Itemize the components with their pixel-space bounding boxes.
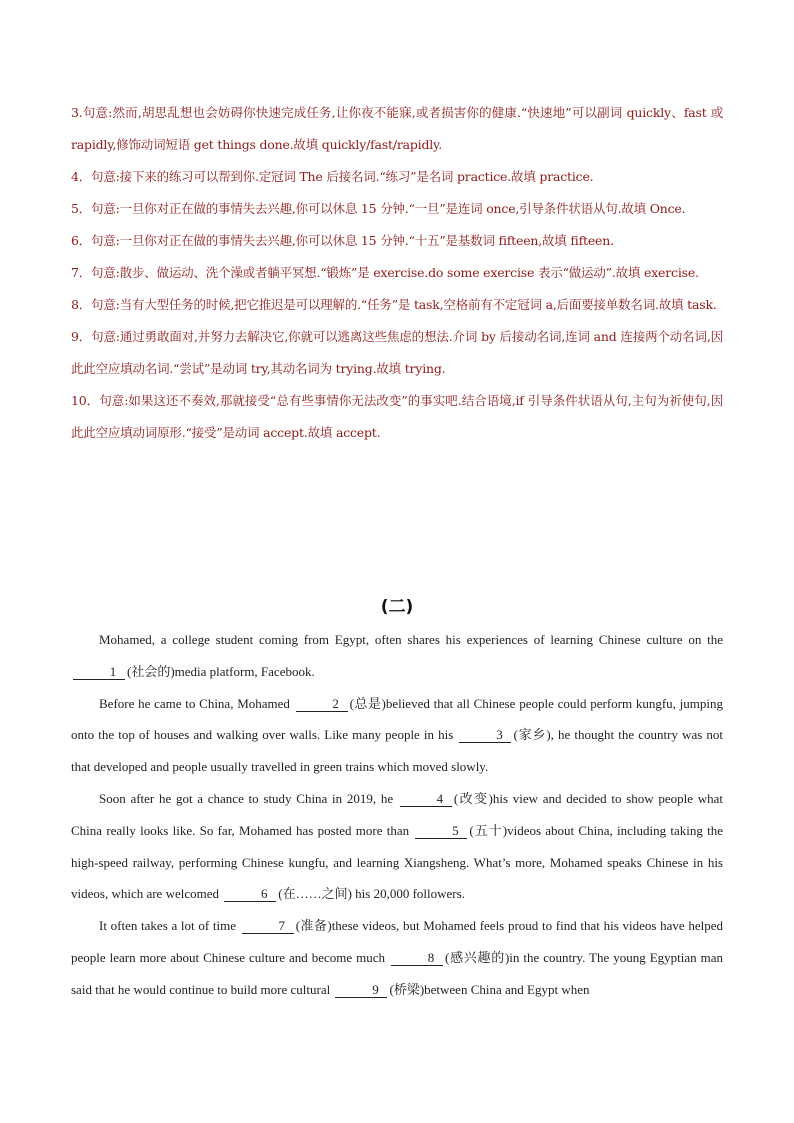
explanation-6: 6．句意:一旦你对正在做的事情失去兴趣,你可以休息 15 分钟.“十五”是基数词 fifteen,故填 fifteen. xyxy=(71,233,614,248)
blank-5: 5 xyxy=(415,824,467,839)
blank-9: 9 xyxy=(335,983,387,998)
explanation-8: 8．句意:当有大型任务的时候,把它推迟是可以理解的.“任务”是 task,空格前有不定冠词 a,后面要接单数名词.故填 task. xyxy=(71,297,717,312)
section-title: (二) xyxy=(380,597,414,617)
blank-1: 1 xyxy=(73,665,125,680)
cloze-passage xyxy=(71,624,723,1006)
answer-explanations xyxy=(71,97,723,449)
blank-4: 4 xyxy=(400,792,452,807)
passage-paragraph-3: Soon after he got a chance to study China in 2019, he 4 (改变)his view and decided to show people what China really looks like. So far, Mohamed has posted more than 5 (五十)videos about China, including taking the high-speed railway, performing Chinese kungfu, and learning Xiangsheng. What’s more, Mohamed speaks Chinese in his videos, which are welcomed 6 (在……之间) his 20,000 followers. xyxy=(71,790,723,902)
explanation-10: 10．句意:如果这还不奏效,那就接受“总有些事情你无法改变”的事实吧.结合语境,if 引导条件状语从句,主句为祈使句,因此此空应填动词原形.“接受”是动词 accept.故填 accept. xyxy=(71,393,723,440)
explanation-3: 3.句意:然而,胡思乱想也会妨碍你快速完成任务,让你夜不能寐,或者损害你的健康.“快速地”可以副词 quickly、fast 或 rapidly,修饰动词短语 get things done.故填 quickly/fast/rapidly. xyxy=(71,105,723,152)
passage-paragraph-4: It often takes a lot of time 7 (准备)these videos, but Mohamed feels proud to find that his videos have helped people learn more about Chinese culture and become much 8 (感兴趣的)in the country. The young Egyptian man said that he would continue to build more cultural 9 (桥梁)between China and Egypt when xyxy=(71,918,724,997)
explanation-9: 9．句意:通过勇敢面对,并努力去解决它,你就可以逃离这些焦虑的想法.介词 by 后接动名词,连词 and 连接两个动名词,因此此空应填动名词.“尝试”是动词 try,其动名词为 trying.故填 trying. xyxy=(71,329,723,376)
blank-8: 8 xyxy=(391,951,443,966)
blank-2: 2 xyxy=(296,697,348,712)
explanation-7: 7．句意:散步、做运动、洗个澡或者躺平冥想.“锻炼”是 exercise.do some exercise 表示“做运动”.故填 exercise. xyxy=(71,265,699,280)
explanation-4: 4．句意:接下来的练习可以帮到你.定冠词 The 后接名词.“练习”是名词 practice.故填 practice. xyxy=(71,169,594,184)
blank-3: 3 xyxy=(459,728,511,743)
passage-paragraph-2: Before he came to China, Mohamed 2 (总是)believed that all Chinese people could perform kungfu, jumping onto the top of houses and walking over walls. Like many people in his 3 (家乡), he thought the country was not that developed and people usually travelled in green trains which moved slowly. xyxy=(71,695,723,775)
blank-6: 6 xyxy=(224,887,276,902)
passage-paragraph-1: Mohamed, a college student coming from Egypt, often shares his experiences of learning Chinese culture on the 1 (社会的)media platform, Facebook. xyxy=(71,624,723,688)
explanation-5: 5．句意:一旦你对正在做的事情失去兴趣,你可以休息 15 分钟.“一旦”是连词 once,引导条件状语从句.故填 Once. xyxy=(71,201,686,216)
blank-7: 7 xyxy=(242,919,294,934)
